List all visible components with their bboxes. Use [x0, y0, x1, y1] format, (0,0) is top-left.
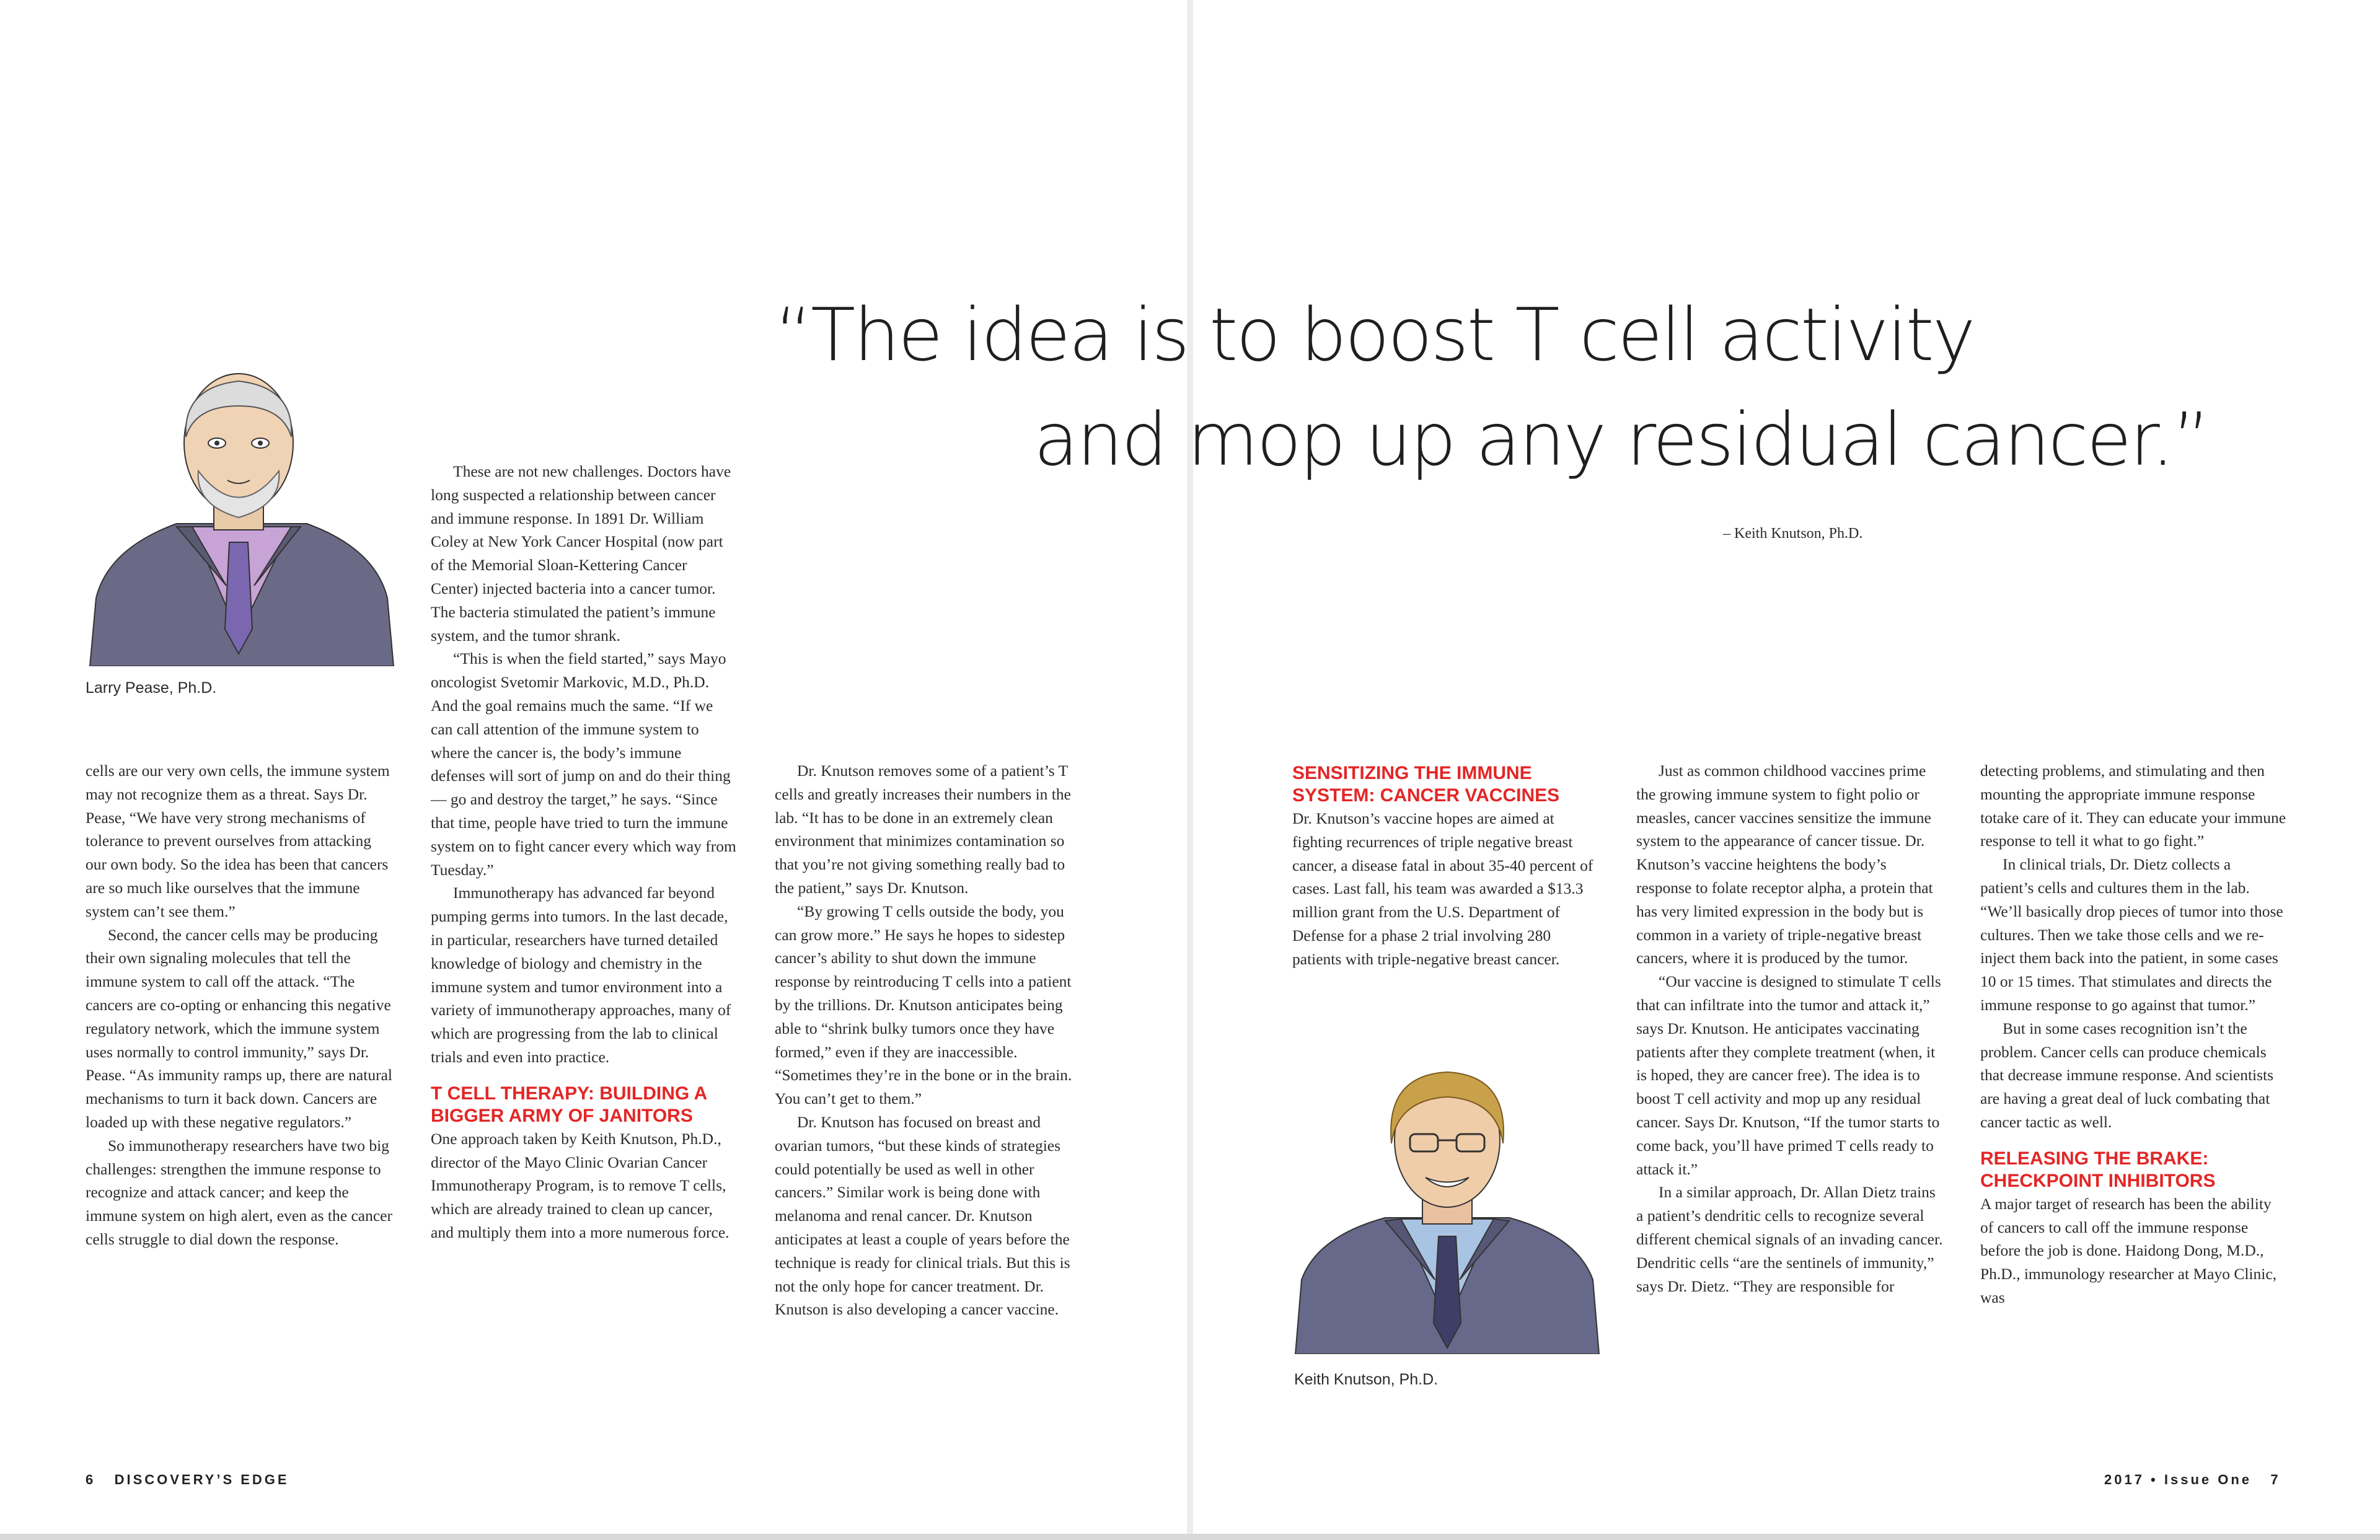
col5-paragraph-1: Just as common childhood vaccines prime the growing immune system to fight polio or measles, cancer vaccines sensitize the immune system to the appearance of cancer tissue. Dr. Knutson’s vaccine heightens the body’s response to folate receptor alpha, a protein that has very limited expression in the body but is common in a variety of triple-negative breast cancers, where it is produced by the tumor. — [1636, 762, 1933, 967]
col2-paragraph-4: One approach taken by Keith Knutson, Ph.D., director of the Mayo Clinic Ovarian Cancer Immunotherapy Program, is to remove T cells, which are already trained to clean up cancer, and multiply them into a more numerous force. — [431, 1129, 729, 1241]
folio-left: 6 DISCOVERY’S EDGE — [86, 1472, 289, 1487]
col6-paragraph-4: A major target of research has been the ability of cancers to call off the immune response before the job is done. Haidong Dong, M.D., Ph.D., immunology researcher at Mayo Clinic, was — [1980, 1194, 2277, 1306]
column-1 — [86, 759, 392, 1251]
keith-knutson-illustration — [1292, 1063, 1602, 1354]
pull-quote-attribution: – Keith Knutson, Ph.D. — [1723, 526, 1863, 542]
col2-paragraph-2: “This is when the field started,” says Mayo oncologist Svetomir Markovic, M.D., Ph.D. And the goal remains much the same. “If we can call attention of the immune system to where the cancer is, the body’s immune defenses will sort of jump on and do their thing — go and destroy the target,” he says. “Since that time, people have tried to turn the immune system on to fight cancer every which way from Tuesday.” — [431, 649, 736, 879]
col3-paragraph-2: “By growing T cells outside the body, you can grow more.” He says he hopes to sidestep cancer’s ability to shut down the immune response by reintroducing T cells into a patient by the trillions. Dr. Knutson anticipates being able to “shrink bulky tumors once they have formed,” even if they are inaccessible. “Sometimes they’re in the bone or in the brain. You can’t get to them.” — [775, 902, 1072, 1108]
col6-paragraph-2: In clinical trials, Dr. Dietz collects a patient’s cells and cultures them in the lab. “We’ll basically drop pieces of tumor into those cultures. Then we take those cells and we re-inject them back into the patient, in some cases 10 or 15 times. That stimulates and directs the immune response to go against that tumor.” — [1980, 855, 2283, 1014]
keith-knutson-portrait — [1292, 1063, 1602, 1354]
pull-quote-line-1: “The idea is to boost T cell activity — [775, 292, 1974, 377]
column-3 — [775, 759, 1082, 1321]
larry-pease-portrait — [84, 363, 400, 666]
column-5 — [1636, 759, 1943, 1298]
cancer-vaccines-heading: SENSITIZING THE IMMUNE SYSTEM: CANCER VACCINES — [1292, 763, 1560, 806]
col2-paragraph-3: Immunotherapy has advanced far beyond pumping germs into tumors. In the last decade, in particular, researchers have turned detailed knowledge of biology and chemistry in the immune system and tumor environment into a variety of immunotherapy approaches, many of which are progressing from the lab to clinical trials and even into practice. — [431, 884, 731, 1066]
col1-paragraph-2: Second, the cancer cells may be producing their own signaling molecules that tell the immune system to call off the attack. “The cancers are co-opting or enhancing this negative regulatory network, which the immune system uses normally to control immunity,” says Dr. Pease. “As immunity ramps up, there are natural mechanisms to turn it back down. Cancers are loaded up with these negative regulators.” — [86, 925, 392, 1131]
knutson-caption: Keith Knutson, Ph.D. — [1294, 1371, 1439, 1388]
col5-paragraph-2: “Our vaccine is designed to stimulate T cells that can infiltrate into the tumor and attack it,” says Dr. Knutson. He anticipates vaccinating patients after they complete treatment (when, it is hoped, they are cancer free). The idea is to boost T cell activity and mop up any residual cancer. Says Dr. Knutson, “If the tumor starts to come back, you’ll have primed T cells ready to attack it.” — [1636, 972, 1941, 1178]
pull-quote-line-2: and mop up any residual cancer.” — [1034, 397, 2209, 482]
col6-paragraph-1: detecting problems, and stimulating and then mounting the appropriate immune response totake care of it. They can educate your immune response to tell it what to go fight.” — [1980, 762, 2286, 850]
larry-pease-illustration — [84, 363, 400, 666]
col1-paragraph-1: cells are our very own cells, the immune system may not recognize them as a threat. Says Dr. Pease, “We have very strong mechanisms of tolerance to prevent ourselves from attacking our own body. So the idea has been that cancers are so much like ourselves that the immune system can’t see them.” — [86, 762, 390, 920]
col1-paragraph-3: So immunotherapy researchers have two big challenges: strengthen the immune response to recognize and attack cancer; and keep the immune system on high alert, even as the cancer cells struggle to dial down the response. — [86, 1136, 392, 1248]
checkpoint-inhibitors-heading: RELEASING THE BRAKE: CHECKPOINT INHIBITORS — [1980, 1148, 2216, 1191]
column-6 — [1980, 759, 2287, 1309]
t-cell-therapy-heading: T CELL THERAPY: BUILDING A BIGGER ARMY OF JANITORS — [431, 1083, 707, 1126]
col6-paragraph-3: But in some cases recognition isn’t the problem. Cancer cells can produce chemicals that decrease immune response. And scientists are having a great deal of luck combating that cancer tactic as well. — [1980, 1019, 2274, 1131]
column-4 — [1292, 762, 1599, 971]
col3-paragraph-3: Dr. Knutson has focused on breast and ovarian tumors, “but these kinds of strategies could potentially be used as well in other cancers.” Similar work is being done with melanoma and renal cancer. Dr. Knutson anticipates at least a couple of years before the technique is ready for clinical trials. But this is not the only hope for cancer treatment. Dr. Knutson is also developing a cancer vaccine. — [775, 1112, 1070, 1319]
col2-paragraph-1: These are not new challenges. Doctors have long suspected a relationship between cancer and immune response. In 1891 Dr. William Coley at New York Cancer Hospital (now part of the Memorial Sloan-Kettering Cancer Center) injected bacteria into a cancer tumor. The bacteria stimulated the patient’s immune system, and the tumor shrank. — [431, 462, 731, 645]
folio-right: 2017 • Issue One 7 — [2104, 1472, 2281, 1487]
column-2 — [431, 460, 738, 1244]
col4-paragraph-1: Dr. Knutson’s vaccine hopes are aimed at fighting recurrences of triple negative breast cancer, a disease fatal in about 35-40 percent of cases. Last fall, his team was awarded a $13.3 million grant from the U.S. Department of Defense for a phase 2 trial involving 280 patients with triple-negative breast cancer. — [1292, 809, 1593, 968]
pease-caption: Larry Pease, Ph.D. — [86, 679, 217, 697]
page-gutter — [1187, 0, 1193, 1540]
col5-paragraph-3: In a similar approach, Dr. Allan Dietz trains a patient’s dendritic cells to recognize several different chemical signals of an invading cancer. Dendritic cells “are the sentinels of immunity,” says Dr. Dietz. “They are responsible for — [1636, 1183, 1943, 1295]
bottom-edge — [0, 1534, 2380, 1540]
col3-paragraph-1: Dr. Knutson removes some of a patient’s T cells and greatly increases their numbers in the lab. “It has to be done in an extremely clean environment that minimizes contamination so that you’re not giving something really bad to the patient,” says Dr. Knutson. — [775, 762, 1071, 897]
